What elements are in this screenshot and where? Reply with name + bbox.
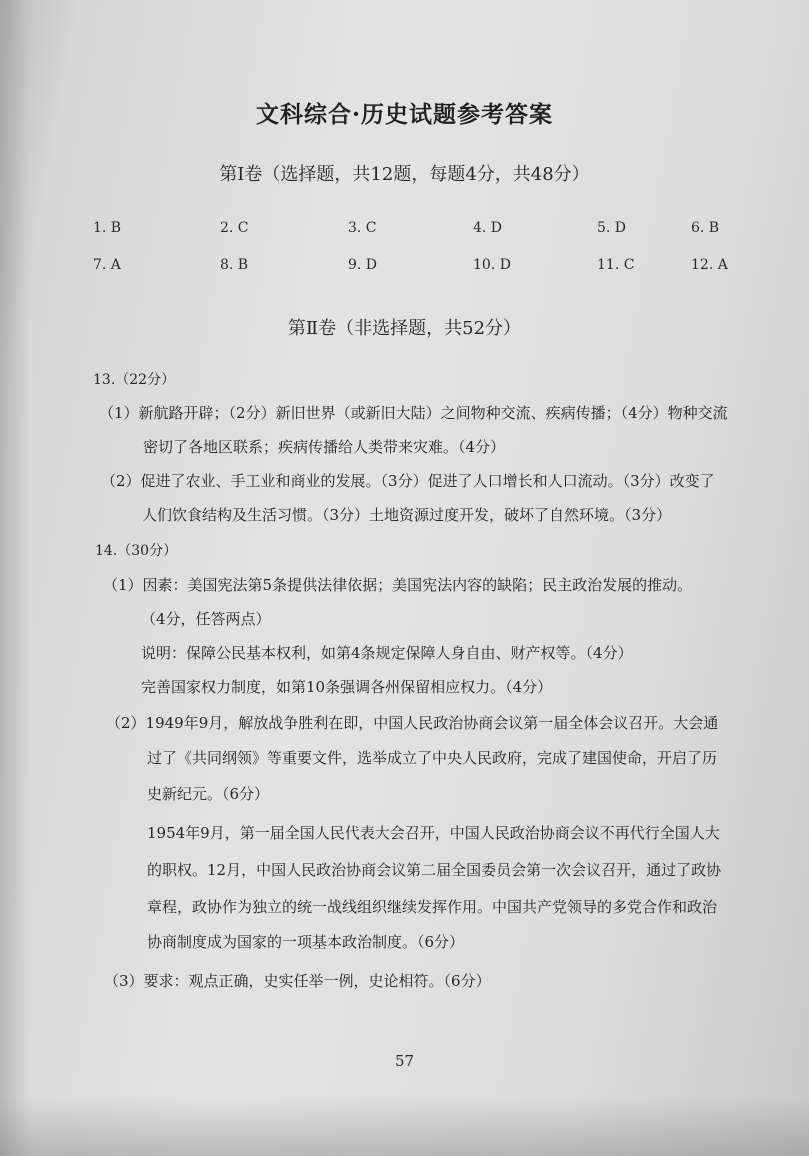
part2-heading: 第Ⅱ卷（非选择题，共52分）: [287, 318, 522, 339]
choice-answers-row-1: [0, 220, 809, 242]
answer-text: 章程，政协作为独立的统一战线组织继续发挥作用。中国共产党领导的多党合作和政治: [147, 898, 718, 916]
choice-answer: 11. C: [597, 257, 635, 273]
answer-text: 完善国家权力制度，如第10条强调各州保留相应权力。（4分）: [141, 678, 553, 696]
page-number: 57: [394, 1052, 415, 1070]
page-bottom-shadow: [0, 1096, 809, 1156]
answer-text: 协商制度成为国家的一项基本政治制度。（6分）: [147, 933, 465, 951]
question-13-heading: 13.（22分）: [93, 372, 176, 388]
answer-text: 的职权。12月，中国人民政治协商会议第二届全国委员会第一次会议召开，通过了政协: [147, 861, 722, 879]
answer-text: 过了《共同纲领》等重要文件，选举成立了中央人民政府，完成了建国使命，开启了历: [147, 749, 718, 767]
answer-text: （3）要求：观点正确，史实任举一例，史论相符。（6分）: [104, 972, 491, 990]
answer-text: 史新纪元。（6分）: [147, 785, 270, 803]
answer-text: （2）促进了农业、手工业和商业的发展。（3分）促进了人口增长和人口流动。（3分）改变了: [101, 472, 715, 490]
choice-answer: 10. D: [473, 257, 511, 273]
choice-answer: 8. B: [220, 257, 249, 273]
answer-text: （2）1949年9月，解放战争胜利在即，中国人民政治协商会议第一届全体会议召开。大会通: [106, 714, 719, 732]
document-title: 文科综合·历史试题参考答案: [255, 101, 553, 128]
choice-answer: 3. C: [348, 220, 377, 236]
choice-answer: 7. A: [93, 257, 121, 273]
question-14-heading: 14.（30分）: [95, 543, 178, 559]
choice-answer: 6. B: [691, 220, 720, 236]
answer-text: 1954年9月，第一届全国人民代表大会召开，中国人民政治协商会议不再代行全国人大: [147, 824, 720, 842]
answer-text: 人们饮食结构及生活习惯。（3分）土地资源过度开发，破坏了自然环境。（3分）: [142, 506, 672, 524]
choice-answer: 5. D: [597, 220, 627, 236]
part1-heading: 第Ⅰ卷（选择题，共12题，每题4分，共48分）: [219, 164, 590, 185]
answer-text: 说明：保障公民基本权利，如第4条规定保障人身自由、财产权等。（4分）: [141, 644, 633, 662]
choice-answer: 9. D: [348, 257, 378, 273]
answer-text: 密切了各地区联系；疾病传播给人类带来灾难。（4分）: [143, 438, 506, 456]
answer-text: （4分，任答两点）: [141, 610, 271, 628]
choice-answer: 12. A: [691, 257, 728, 273]
answer-text: （1）因素：美国宪法第5条提供法律依据；美国宪法内容的缺陷；民主政治发展的推动。: [103, 576, 693, 594]
choice-answer: 2. C: [220, 220, 249, 236]
choice-answer: 4. D: [473, 220, 503, 236]
choice-answer: 1. B: [93, 220, 122, 236]
answer-text: （1）新航路开辟；（2分）新旧世界（或新旧大陆）之间物种交流、疾病传播；（4分）物种交流: [99, 404, 728, 422]
choice-answers-row-2: [0, 257, 809, 279]
